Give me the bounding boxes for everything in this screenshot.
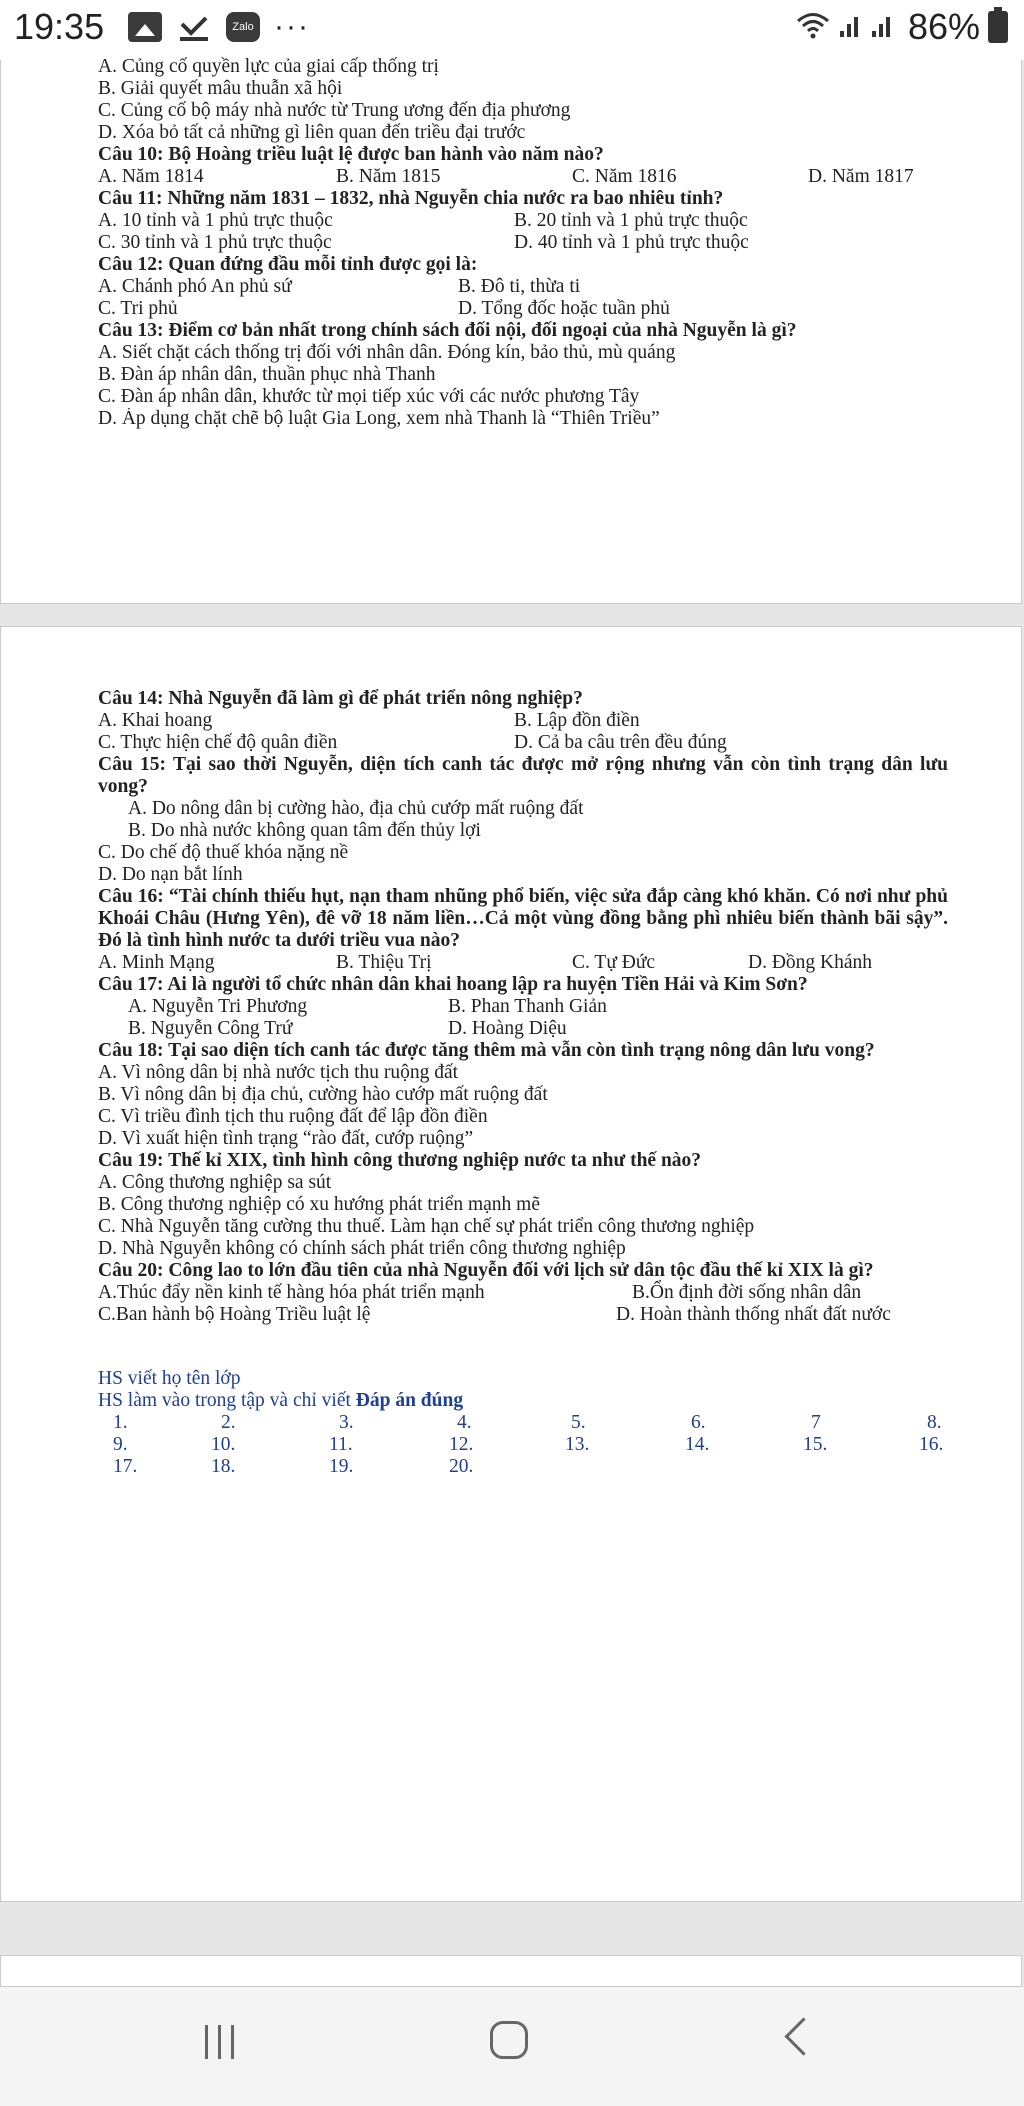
q16-option-c: C. Tự Đức (572, 952, 656, 973)
q20-options-ab (98, 1282, 948, 1304)
answer-number: 9. (113, 1434, 128, 1455)
q20-option-d: D. Hoàn thành thống nhất đất nước (616, 1304, 891, 1325)
q11-options-cd (98, 232, 948, 254)
answer-sheet (98, 1368, 948, 1478)
q10-option-d: D. Năm 1817 (808, 166, 914, 187)
q14-option-c: C. Thực hiện chế độ quân điền (98, 732, 338, 753)
question-11: Câu 11: Những năm 1831 – 1832, nhà Nguyễn chia nước ra bao nhiêu tỉnh? (98, 188, 724, 209)
wifi-icon (796, 6, 830, 48)
signal-strength-icon (838, 6, 900, 48)
q12-options-cd (98, 298, 948, 320)
q19-option-a: A. Công thương nghiệp sa sút (98, 1172, 332, 1193)
answer-number: 4. (457, 1412, 472, 1433)
q11-option-c: C. 30 tỉnh và 1 phủ trực thuộc (98, 232, 332, 253)
q14-option-d: D. Cả ba câu trên đều đúng (514, 732, 727, 753)
q15-option-d: D. Do nạn bắt lính (98, 864, 243, 885)
answer-number: 3. (339, 1412, 354, 1433)
q12-option-a: A. Chánh phó An phủ sứ (98, 276, 292, 297)
document-page-2[interactable] (0, 626, 1022, 1902)
page-1-content (98, 56, 948, 430)
question-16: Câu 16: “Tài chính thiếu hụt, nạn tham nhũng phổ biến, việc sửa đắp càng khó khăn. Có nơi như phủ Khoái Châu (Hưng Yên), đê vỡ 18 năm liền…Cả một vùng đồng bằng phì nhiêu biến thành bãi sậy”. Đó là tình hình nước ta dưới triều vua nào? (98, 886, 948, 951)
q16-options (98, 952, 948, 974)
battery-icon (988, 11, 1008, 43)
answer-number: 7 (811, 1412, 821, 1433)
q11-options-ab (98, 210, 948, 232)
q12-options-ab (98, 276, 948, 298)
more-notifications-icon: ··· (274, 10, 310, 43)
status-bar (0, 0, 1024, 60)
q19-option-c: C. Nhà Nguyễn tăng cường thu thuế. Làm hạn chế sự phát triển công thương nghiệp (98, 1216, 755, 1237)
home-button[interactable] (490, 2021, 528, 2059)
q18-option-b: B. Vì nông dân bị địa chủ, cường hào cướp mất ruộng đất (98, 1084, 548, 1105)
battery-percent: 86% (907, 6, 980, 47)
q17-options-cd (98, 1018, 948, 1040)
answer-option: B. Giải quyết mâu thuẫn xã hội (98, 78, 343, 99)
answer-number: 12. (449, 1434, 474, 1455)
q20-option-a: A.Thúc đẩy nền kinh tế hàng hóa phát triển mạnh (98, 1282, 485, 1303)
page-2-content (98, 688, 948, 1478)
answer-number: 2. (221, 1412, 236, 1433)
q18-option-a: A. Vì nông dân bị nhà nước tịch thu ruộng đất (98, 1062, 459, 1083)
clock: 19:35 (14, 6, 105, 47)
q13-option-b: B. Đàn áp nhân dân, thuần phục nhà Thanh (98, 364, 436, 385)
q11-option-d: D. 40 tỉnh và 1 phủ trực thuộc (514, 232, 749, 253)
question-15: Câu 15: Tại sao thời Nguyễn, diện tích canh tác được mở rộng nhưng vẫn còn tình trạng dân lưu vong? (98, 754, 948, 797)
q15-option-c: C. Do chế độ thuế khóa nặng nề (98, 842, 349, 863)
question-10: Câu 10: Bộ Hoàng triều luật lệ được ban hành vào năm nào? (98, 144, 604, 165)
answer-option: A. Củng cố quyền lực của giai cấp thống trị (98, 56, 439, 77)
question-18: Câu 18: Tại sao diện tích canh tác được tăng thêm mà vẫn còn tình trạng nông dân lưu vong? (98, 1040, 875, 1061)
question-17: Câu 17: Ai là người tổ chức nhân dân khai hoang lập ra huyện Tiền Hải và Kim Sơn? (98, 974, 808, 995)
student-name-instruction: HS viết họ tên lớp (98, 1368, 241, 1389)
q18-option-c: C. Vì triều đình tịch thu ruộng đất để lập đồn điền (98, 1106, 488, 1127)
notification-icons (128, 12, 310, 42)
q19-option-b: B. Công thương nghiệp có xu hướng phát triển mạnh mẽ (98, 1194, 540, 1215)
question-19: Câu 19: Thế kỉ XIX, tình hình công thương nghiệp nước ta như thế nào? (98, 1150, 702, 1171)
answer-instruction (98, 1390, 948, 1412)
q20-option-c: C.Ban hành bộ Hoàng Triều luật lệ (98, 1304, 371, 1325)
answer-numbers-row-2 (98, 1434, 948, 1456)
q16-option-a: A. Minh Mạng (98, 952, 215, 973)
q12-option-c: C. Tri phủ (98, 298, 178, 319)
answer-number: 13. (565, 1434, 590, 1455)
q11-option-a: A. 10 tỉnh và 1 phủ trực thuộc (98, 210, 333, 231)
answer-number: 14. (685, 1434, 710, 1455)
question-20: Câu 20: Công lao to lớn đầu tiên của nhà Nguyễn đối với lịch sử dân tộc đầu thế kỉ XIX là gì? (98, 1260, 874, 1281)
answer-number: 18. (211, 1456, 236, 1477)
q13-option-a: A. Siết chặt cách thống trị đối với nhân dân. Đóng kín, bảo thủ, mù quáng (98, 342, 676, 363)
q12-option-b: B. Đô ti, thừa ti (458, 276, 581, 297)
zalo-notification-icon: Zalo (226, 12, 260, 42)
answer-numbers-row-3 (98, 1456, 948, 1478)
q10-option-a: A. Năm 1814 (98, 166, 204, 187)
answer-number: 8. (927, 1412, 942, 1433)
back-button[interactable] (784, 2017, 822, 2055)
q15-option-b: B. Do nhà nước không quan tâm đến thủy lợi (128, 820, 481, 841)
q10-option-c: C. Năm 1816 (572, 166, 677, 187)
q13-option-c: C. Đàn áp nhân dân, khước từ mọi tiếp xúc với các nước phương Tây (98, 386, 640, 407)
question-13: Câu 13: Điểm cơ bản nhất trong chính sách đối nội, đối ngoại của nhà Nguyễn là gì? (98, 320, 797, 341)
q16-option-b: B. Thiệu Trị (336, 952, 432, 973)
q10-options (98, 166, 948, 188)
answer-number: 17. (113, 1456, 138, 1477)
recent-apps-button[interactable] (205, 2025, 234, 2059)
system-indicators (796, 6, 1008, 48)
q12-option-d: D. Tổng đốc hoặc tuần phủ (458, 298, 670, 319)
answer-option: D. Xóa bỏ tất cả những gì liên quan đến triều đại trước (98, 122, 526, 143)
download-complete-icon (176, 12, 212, 42)
answer-number: 15. (803, 1434, 828, 1455)
answer-number: 20. (449, 1456, 474, 1477)
question-12: Câu 12: Quan đứng đầu mỗi tỉnh được gọi là: (98, 254, 478, 275)
q18-option-d: D. Vì xuất hiện tình trạng “rào đất, cướp ruộng” (98, 1128, 474, 1149)
q14-options-ab (98, 710, 948, 732)
q14-options-cd (98, 732, 948, 754)
answer-number: 16. (919, 1434, 944, 1455)
answer-instruction-emphasis: Đáp án đúng (355, 1390, 464, 1411)
question-14: Câu 14: Nhà Nguyễn đã làm gì để phát triển nông nghiệp? (98, 688, 583, 709)
q17-options-ab (98, 996, 948, 1018)
q20-options-cd (98, 1304, 948, 1326)
answer-number: 10. (211, 1434, 236, 1455)
q19-option-d: D. Nhà Nguyễn không có chính sách phát triển công thương nghiệp (98, 1238, 626, 1259)
q17-option-a: A. Nguyễn Tri Phương (128, 996, 308, 1017)
document-page-1[interactable] (0, 56, 1022, 604)
q11-option-b: B. 20 tỉnh và 1 phủ trực thuộc (514, 210, 748, 231)
answer-instruction-text: HS làm vào trong tập và chỉ viết (98, 1390, 356, 1411)
answer-number: 6. (691, 1412, 706, 1433)
q17-option-d: D. Hoàng Diệu (448, 1018, 567, 1039)
navigation-bar (0, 1987, 1024, 2106)
q17-option-b: B. Phan Thanh Giản (448, 996, 607, 1017)
q16-option-d: D. Đồng Khánh (748, 952, 873, 973)
q20-option-b: B.Ổn định đời sống nhân dân (632, 1282, 862, 1303)
q13-option-d: D. Áp dụng chặt chẽ bộ luật Gia Long, xem nhà Thanh là “Thiên Triều” (98, 408, 660, 429)
answer-number: 5. (571, 1412, 586, 1433)
answer-option: C. Củng cố bộ máy nhà nước từ Trung ương đến địa phương (98, 100, 571, 121)
q10-option-b: B. Năm 1815 (336, 166, 441, 187)
q14-option-b: B. Lập đồn điền (514, 710, 640, 731)
document-page-3[interactable] (0, 1955, 1022, 1987)
answer-number: 1. (113, 1412, 128, 1433)
answer-numbers-row-1 (98, 1412, 948, 1434)
answer-number: 11. (329, 1434, 353, 1455)
q15-option-a: A. Do nông dân bị cường hào, địa chủ cướp mất ruộng đất (128, 798, 584, 819)
q14-option-a: A. Khai hoang (98, 710, 213, 731)
q17-option-c: B. Nguyễn Công Trứ (128, 1018, 293, 1039)
answer-number: 19. (329, 1456, 354, 1477)
gallery-notification-icon (128, 12, 162, 42)
